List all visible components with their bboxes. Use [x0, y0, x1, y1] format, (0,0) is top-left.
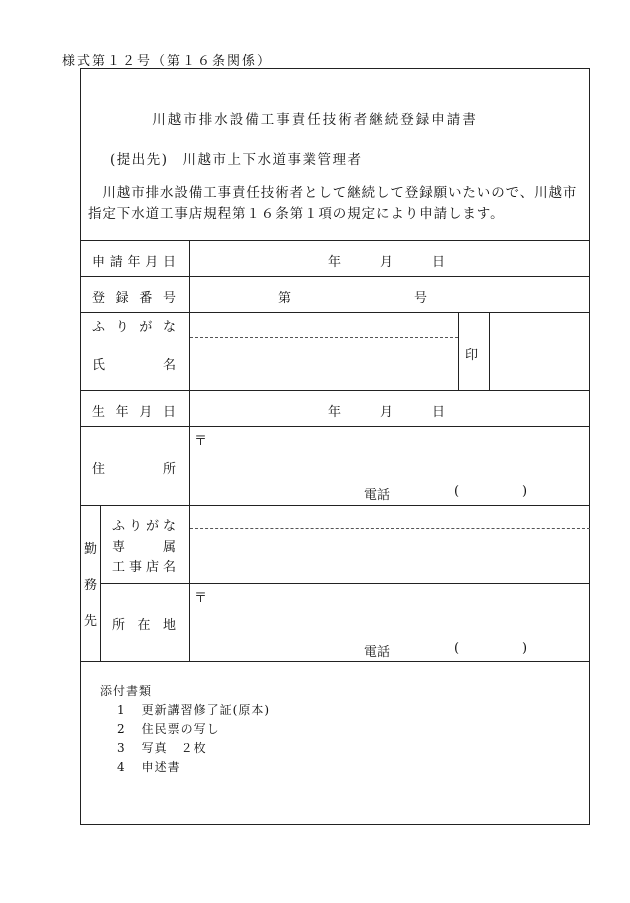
attachment-text: 写真 ２枚 — [141, 741, 207, 755]
attachment-item — [117, 739, 207, 756]
name-label: 氏 名 — [92, 358, 176, 373]
row-divider — [80, 426, 590, 427]
form-title: 川越市排水設備工事責任技術者継続登録申請書 — [152, 112, 478, 128]
application-date-month: 月 — [380, 255, 394, 270]
address-label: 住 所 — [92, 462, 176, 477]
form-number: 様式第１２号（第１６条関係） — [62, 54, 273, 69]
row-divider — [80, 390, 590, 391]
attachment-item — [117, 701, 270, 718]
row-divider — [80, 505, 590, 506]
address-phone-paren-open: ( — [454, 484, 460, 499]
seal-column-divider — [458, 312, 459, 390]
row-divider — [100, 583, 590, 584]
location-label: 所 在 地 — [112, 618, 176, 633]
attachment-num: 1 — [117, 703, 126, 717]
application-statement: 川越市排水設備工事責任技術者として継続して登録願いたいので、川越市指定下水道工事店規程第１６条第１項の規定により申請します。 — [88, 185, 578, 222]
attachment-num: 4 — [117, 760, 126, 774]
store-label-exclusive: 専 属 — [112, 540, 176, 555]
birth-date-month: 月 — [380, 405, 394, 420]
address-phone-label: 電話 — [364, 488, 391, 503]
name-input[interactable] — [190, 338, 458, 390]
address-postal-mark: 〒 — [194, 434, 208, 449]
registration-number-prefix: 第 — [278, 291, 292, 306]
attachment-item — [117, 720, 220, 737]
registration-number-label: 登 録 番 号 — [92, 291, 176, 306]
seal-column-divider — [489, 312, 490, 390]
name-furigana-label: ふ り が な — [92, 320, 176, 335]
submit-to-prefix: (提出先) — [110, 152, 169, 168]
name-furigana-input[interactable] — [190, 313, 458, 337]
attachment-num: 3 — [117, 741, 126, 755]
birth-date-day: 日 — [432, 405, 446, 420]
attachment-num: 2 — [117, 722, 126, 736]
location-phone-label: 電話 — [364, 645, 391, 660]
application-date-day: 日 — [432, 255, 446, 270]
application-date-year: 年 — [328, 255, 342, 270]
birth-date-year: 年 — [328, 405, 342, 420]
label-column-divider — [189, 240, 190, 661]
location-postal-mark: 〒 — [194, 591, 208, 606]
submit-to — [110, 148, 363, 168]
furigana-dashed-line — [190, 528, 590, 529]
group-column-divider — [100, 505, 101, 661]
workplace-group-label-2: 務 — [84, 578, 98, 593]
workplace-group-label-3: 先 — [84, 614, 98, 629]
application-date-label: 申 請 年 月 日 — [92, 255, 176, 270]
attachment-text: 更新講習修了証(原本) — [141, 703, 271, 717]
location-phone-paren-open: ( — [454, 641, 460, 656]
attachments-heading: 添付書類 — [100, 684, 153, 698]
workplace-group-label-1: 勤 — [84, 542, 98, 557]
location-phone-paren-close: ) — [522, 641, 528, 656]
address-phone-paren-close: ) — [522, 484, 528, 499]
seal-mark: 印 — [465, 348, 479, 363]
attachment-text: 住民票の写し — [141, 722, 220, 736]
birth-date-label: 生 年 月 日 — [92, 405, 176, 420]
row-divider — [80, 661, 590, 662]
store-label-name: 工 事 店 名 — [112, 560, 176, 575]
submit-to-recipient: 川越市上下水道事業管理者 — [182, 152, 363, 168]
row-divider — [80, 240, 590, 241]
store-furigana-label: ふ り が な — [112, 519, 176, 534]
attachment-item — [117, 758, 181, 775]
row-divider — [80, 276, 590, 277]
registration-number-suffix: 号 — [414, 291, 428, 306]
attachment-text: 申述書 — [141, 760, 181, 774]
